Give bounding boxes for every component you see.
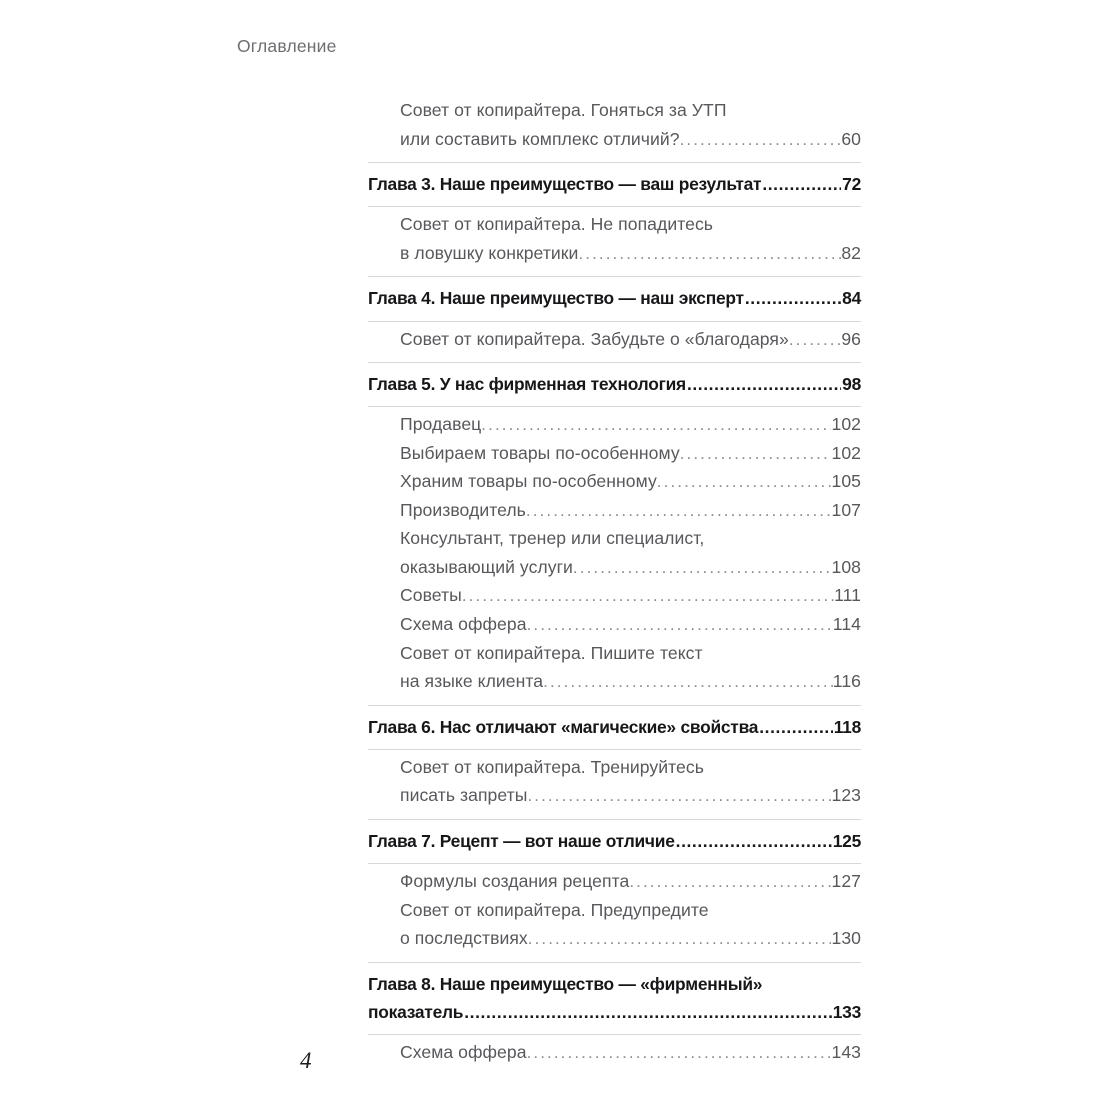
toc-chapter-entry[interactable] (368, 819, 861, 864)
toc-entry-title: Совет от копирайтера. Тренируйтесь (400, 756, 704, 777)
toc-page-number: 118 (833, 716, 861, 737)
toc-dot-leader (657, 468, 832, 496)
toc-dot-leader (481, 411, 831, 439)
toc-entry-title: писать запреты (400, 785, 528, 806)
toc-page-number: 127 (831, 871, 861, 892)
page-number-folio: 4 (300, 1048, 312, 1073)
toc-entry-title: Глава 8. Наше преимущество — «фирменный» (368, 973, 763, 994)
toc-entry-title: Советы (400, 585, 462, 606)
toc-entry-title: Совет от копирайтера. Гоняться за УТП (400, 100, 727, 120)
toc-sub-entry[interactable] (400, 639, 861, 696)
toc-entry-title: Производитель (400, 499, 526, 520)
toc-chapter-entry[interactable] (368, 362, 861, 407)
toc-entry-line (400, 439, 861, 468)
toc-entry-title: Консультант, тренер или специалист, (400, 528, 705, 549)
toc-dot-leader (745, 286, 841, 311)
toc-page-number: 107 (831, 499, 861, 520)
toc-entry-title: Выбираем товары по-особенному (400, 442, 680, 463)
toc-sub-entry[interactable] (400, 467, 861, 496)
toc-page-number: 108 (831, 556, 861, 577)
toc-dot-leader (573, 554, 832, 582)
toc-dot-leader (759, 715, 832, 740)
toc-entry-title: Схема оффера (400, 613, 527, 634)
toc-page-number: 84 (842, 288, 861, 309)
toc-entry-title: оказывающий услуги (400, 556, 573, 577)
toc-entry-line (400, 639, 861, 668)
toc-dot-leader (680, 440, 832, 468)
toc-entry-title: на языке клиента (400, 671, 544, 692)
toc-entry-line (400, 610, 861, 639)
toc-dot-leader (543, 668, 833, 696)
toc-dot-leader (527, 1039, 832, 1067)
toc-sub-entry[interactable] (400, 524, 861, 581)
toc-page-number: 143 (831, 1042, 861, 1063)
toc-page-number: 130 (831, 928, 861, 949)
toc-entry-title: Глава 7. Рецепт — вот наше отличие (368, 830, 675, 851)
toc-entry-title: показатель (368, 1001, 464, 1022)
toc-entry-line (368, 372, 861, 397)
toc-entry-line (400, 467, 861, 496)
toc-dot-leader (676, 829, 832, 854)
toc-entry-title: Совет от копирайтера. Предупредите (400, 899, 709, 920)
toc-dot-leader (762, 172, 841, 197)
toc-page-number: 111 (834, 585, 861, 606)
toc-sub-entry[interactable] (400, 96, 861, 153)
toc-entry-title: в ловушку конкретики (400, 242, 579, 263)
toc-sub-entry[interactable] (400, 753, 861, 810)
toc-page-number: 98 (842, 374, 861, 395)
toc-entry-title: Продавец (400, 414, 482, 435)
toc-entry-title: или составить комплекс отличий? (400, 128, 680, 149)
toc-dot-leader (526, 497, 832, 525)
toc-entry-title: Глава 4. Наше преимущество — наш эксперт (368, 288, 744, 309)
toc-sub-entry[interactable] (400, 210, 861, 267)
toc-entry-line (368, 715, 861, 740)
toc-entry-line (400, 239, 861, 268)
toc-dot-leader (789, 326, 841, 354)
toc-page-number: 114 (832, 613, 861, 634)
toc-page-number: 123 (831, 785, 861, 806)
toc-dot-leader (464, 1000, 832, 1025)
toc-entry-line (400, 896, 861, 925)
toc-entry-title: Глава 6. Нас отличают «магические» свойства (368, 716, 759, 737)
toc-entry-line (400, 125, 861, 154)
toc-entry-title: Совет от копирайтера. Не попадитесь (400, 214, 714, 235)
toc-page-number: 105 (831, 471, 861, 492)
toc-entry-line (368, 829, 861, 854)
toc-entry-title: Глава 5. У нас фирменная технология (368, 374, 686, 395)
toc-entry-line (400, 524, 861, 553)
toc-entry-line (400, 1038, 861, 1067)
toc-dot-leader (578, 240, 841, 268)
toc-entry-title: Храним товары по-особенному (400, 471, 657, 492)
toc-chapter-entry[interactable] (368, 162, 861, 207)
toc-entry-line (400, 410, 861, 439)
toc-page-number: 133 (832, 1001, 861, 1022)
toc-chapter-entry[interactable] (368, 962, 861, 1035)
toc-dot-leader (528, 925, 832, 953)
toc-entry-line (400, 753, 861, 782)
toc-entry-line (400, 210, 861, 239)
toc-dot-leader (462, 582, 834, 610)
running-head: Оглавление (237, 36, 337, 56)
toc-sub-entry[interactable] (400, 496, 861, 525)
toc-sub-entry[interactable] (400, 439, 861, 468)
toc-page-number: 102 (831, 442, 861, 463)
toc-entry-line (400, 96, 861, 125)
toc-dot-leader (527, 611, 833, 639)
toc-entry-line (400, 867, 861, 896)
toc-dot-leader (680, 126, 842, 154)
toc-page-number: 102 (831, 414, 861, 435)
toc-sub-entry[interactable] (400, 1038, 861, 1067)
toc-entry-title: Совет от копирайтера. Пишите текст (400, 642, 703, 663)
toc-page-number: 125 (832, 830, 861, 851)
toc-entry-line (368, 286, 861, 311)
toc-sub-entry[interactable] (400, 410, 861, 439)
toc-page-number: 96 (841, 328, 861, 349)
toc-page-number: 72 (842, 174, 861, 195)
toc-chapter-entry[interactable] (368, 276, 861, 321)
toc-entry-title: Совет от копирайтера. Забудьте о «благодаря» (400, 328, 789, 349)
toc-page-number: 60 (841, 128, 861, 149)
toc-dot-leader (687, 372, 841, 397)
table-of-contents (368, 96, 861, 1067)
toc-sub-entry[interactable] (400, 325, 861, 354)
toc-entry-title: Глава 3. Наше преимущество — ваш результат (368, 174, 762, 195)
toc-entry-line (400, 667, 861, 696)
toc-sub-entry[interactable] (400, 867, 861, 896)
toc-sub-entry[interactable] (400, 610, 861, 639)
toc-dot-leader (527, 782, 831, 810)
toc-entry-line (400, 581, 861, 610)
toc-entry-line (400, 781, 861, 810)
toc-sub-entry[interactable] (400, 581, 861, 610)
toc-chapter-entry[interactable] (368, 705, 861, 750)
toc-entry-line (368, 1000, 861, 1025)
toc-entry-title: о последствиях (400, 928, 528, 949)
toc-entry-line (400, 553, 861, 582)
toc-entry-line (368, 972, 861, 997)
toc-dot-leader (629, 868, 831, 896)
toc-entry-title: Схема оффера (400, 1042, 527, 1063)
toc-page-number: 82 (841, 242, 861, 263)
toc-entry-title: Формулы создания рецепта (400, 871, 630, 892)
toc-entry-line (400, 924, 861, 953)
toc-entry-line (400, 325, 861, 354)
toc-page-number: 116 (832, 671, 861, 692)
toc-sub-entry[interactable] (400, 896, 861, 953)
toc-entry-line (400, 496, 861, 525)
toc-entry-line (368, 172, 861, 197)
